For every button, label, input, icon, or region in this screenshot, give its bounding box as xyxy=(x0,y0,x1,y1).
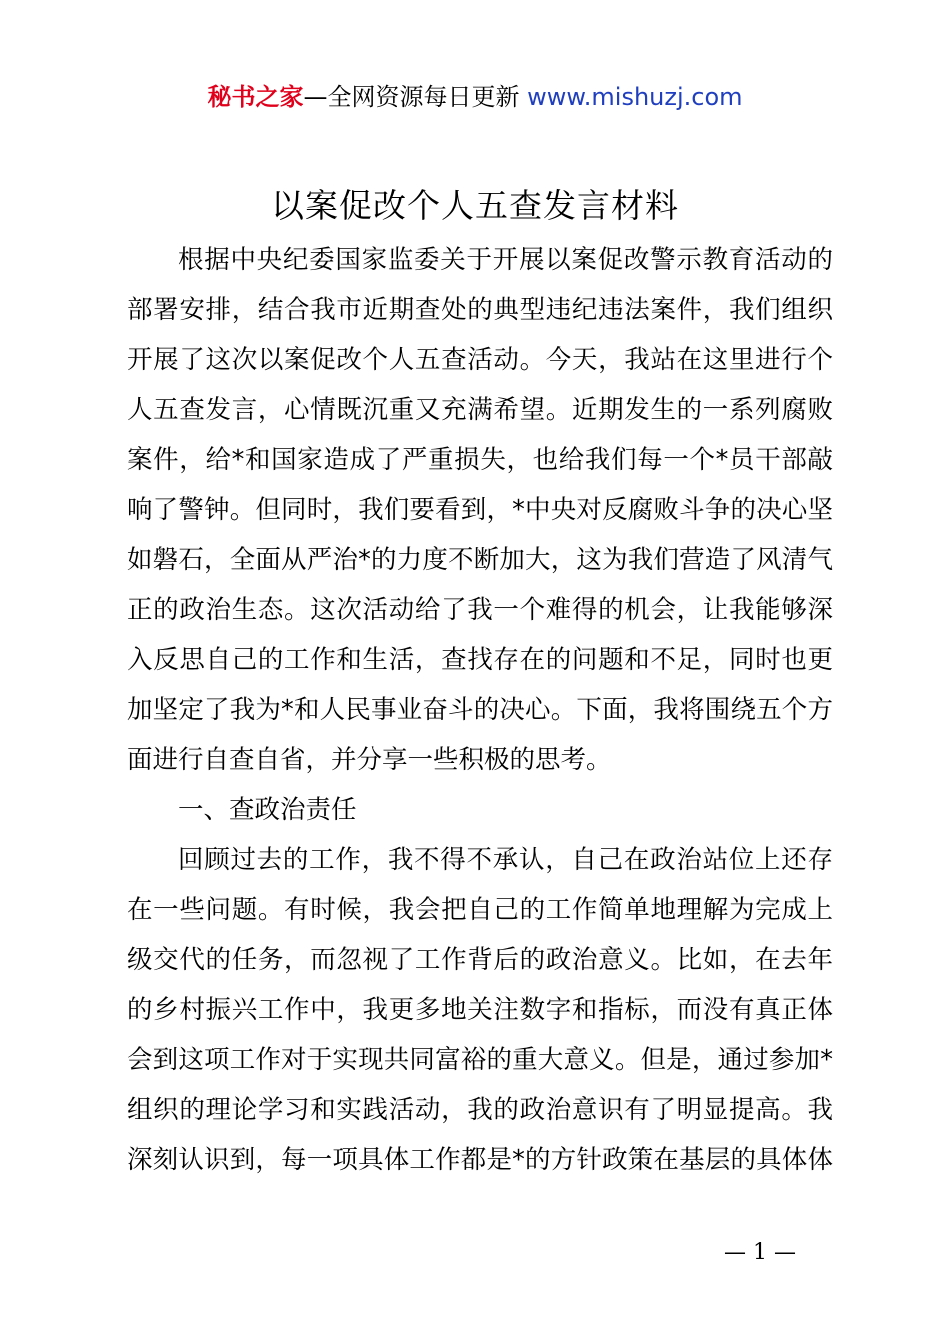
paragraph-line: 回顾过去的工作，我不得不承认，自己在政治站位上还存 xyxy=(178,845,833,875)
paragraph-line: 人五查发言，心情既沉重又充满希望。近期发生的一系列腐败 xyxy=(127,395,833,425)
paragraph-line: 组织的理论学习和实践活动，我的政治意识有了明显提高。我 xyxy=(127,1095,833,1125)
paragraph-line: 根据中央纪委国家监委关于开展以案促改警示教育活动的 xyxy=(178,245,833,275)
paragraph-line: 深刻认识到，每一项具体工作都是*的方针政策在基层的具体体 xyxy=(127,1145,833,1175)
site-header xyxy=(0,80,950,114)
paragraph-line: 的乡村振兴工作中，我更多地关注数字和指标，而没有真正体 xyxy=(127,995,833,1025)
paragraph-line: 在一些问题。有时候，我会把自己的工作简单地理解为完成上 xyxy=(127,895,833,925)
paragraph-line: 部署安排，结合我市近期查处的典型违纪违法案件，我们组织 xyxy=(127,295,833,325)
brand-name: 秘书之家 xyxy=(207,83,304,111)
paragraph-line: 面进行自查自省，并分享一些积极的思考。 xyxy=(127,745,612,775)
paragraph-line: 案件，给*和国家造成了严重损失，也给我们每一个*员干部敲 xyxy=(127,445,833,475)
paragraph-line: 如磐石，全面从严治*的力度不断加大，这为我们营造了风清气 xyxy=(127,545,833,575)
header-tagline: —全网资源每日更新 xyxy=(303,83,528,111)
site-url[interactable]: www.mishuzj.com xyxy=(527,83,743,111)
paragraph-line: 开展了这次以案促改个人五查活动。今天，我站在这里进行个 xyxy=(127,345,833,375)
document-title: 以案促改个人五查发言材料 xyxy=(271,186,679,225)
paragraph-line: 响了警钟。但同时，我们要看到，*中央对反腐败斗争的决心坚 xyxy=(127,495,833,525)
paragraph-line: 入反思自己的工作和生活，查找存在的问题和不足，同时也更 xyxy=(127,645,833,675)
document-body xyxy=(127,235,833,1185)
paragraph-line: 会到这项工作对于实现共同富裕的重大意义。但是，通过参加* xyxy=(127,1045,833,1075)
paragraph-line: 正的政治生态。这次活动给了我一个难得的机会，让我能够深 xyxy=(127,595,833,625)
page-number: — 1 — xyxy=(724,1240,796,1265)
section-heading: 一、查政治责任 xyxy=(178,795,357,825)
paragraph-line: 加坚定了我为*和人民事业奋斗的决心。下面，我将围绕五个方 xyxy=(127,695,833,725)
paragraph-line: 级交代的任务，而忽视了工作背后的政治意义。比如，在去年 xyxy=(127,945,833,975)
